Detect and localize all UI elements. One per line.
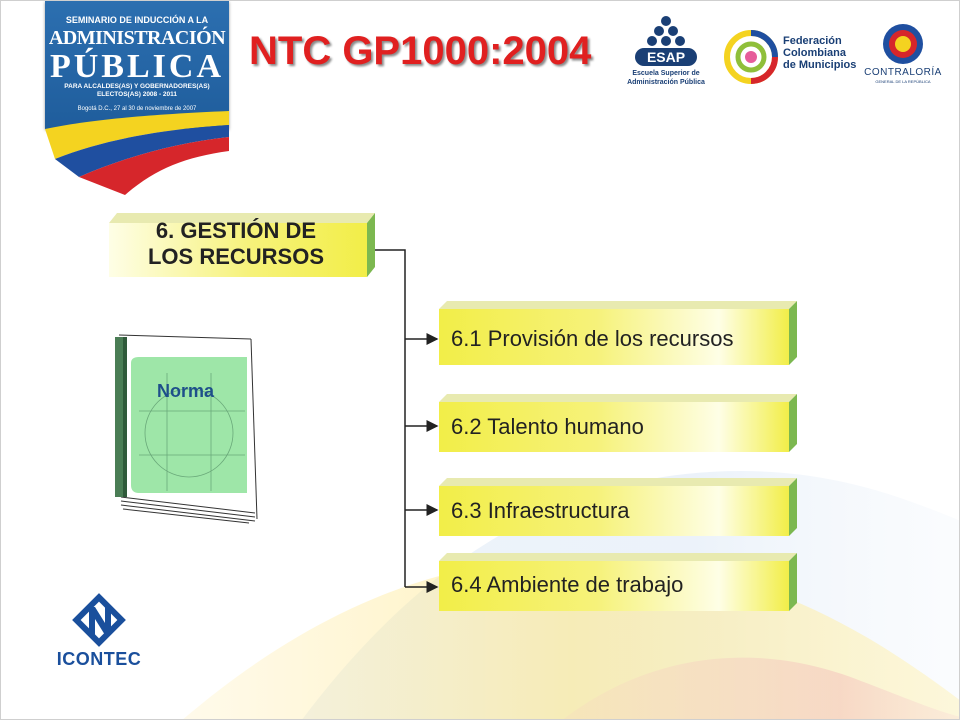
icontec-logo bbox=[51, 593, 147, 671]
slide-title: NTC GP1000:2004 bbox=[249, 29, 592, 73]
seminar-line3: PÚBLICA bbox=[49, 48, 225, 85]
child-box-4-label: 6.4 Ambiente de trabajo bbox=[451, 572, 684, 597]
icontec-name: ICONTEC bbox=[56, 649, 142, 669]
colombia-flag-ribbon bbox=[45, 111, 229, 199]
seminar-line2: ADMINISTRACIÓN bbox=[48, 27, 226, 49]
root-label-line1: 6. GESTIÓN DE bbox=[155, 218, 317, 243]
child-box-3-label: 6.3 Infraestructura bbox=[451, 498, 630, 523]
seminar-line4: PARA ALCALDES(AS) Y GOBERNADORES(AS) ELECTOS(AS) 2008 - 2011 bbox=[64, 83, 210, 98]
seminar-line5: Bogotá D.C., 27 al 30 de noviembre de 2007 bbox=[77, 106, 197, 112]
esap-emblem-icon bbox=[617, 15, 715, 71]
contraloria-emblem-icon bbox=[853, 21, 953, 67]
fcm-logo bbox=[723, 29, 857, 89]
root-label-line2: LOS RECURSOS bbox=[147, 244, 325, 269]
fcm-wordmark bbox=[783, 35, 856, 71]
fcm-emblem-icon bbox=[723, 29, 779, 85]
root-box-label bbox=[109, 218, 363, 270]
contraloria-logo bbox=[853, 21, 953, 91]
seminar-line1: SEMINARIO DE INDUCCIÓN A LA bbox=[65, 15, 209, 25]
seminar-banner bbox=[45, 1, 229, 129]
contraloria-sub: GENERAL DE LA REPÚBLICA bbox=[875, 79, 931, 84]
contraloria-name: CONTRALORÍA bbox=[864, 67, 942, 78]
norma-label: Norma bbox=[157, 381, 215, 401]
esap-line1: Escuela Superior de bbox=[632, 70, 700, 77]
child-box-2 bbox=[439, 394, 797, 452]
norma-document-icon bbox=[109, 333, 259, 525]
child-box-2-label: 6.2 Talento humano bbox=[451, 414, 644, 439]
fcm-line3: de Municipios bbox=[783, 59, 857, 71]
fcm-line1: Federación bbox=[783, 35, 842, 47]
svg-text:ESAP: ESAP bbox=[646, 49, 686, 65]
child-box-1-label: 6.1 Provisión de los recursos bbox=[451, 326, 734, 351]
fcm-line2: Colombiana bbox=[783, 47, 846, 59]
esap-line2: Administración Pública bbox=[627, 79, 705, 86]
child-box-3 bbox=[439, 478, 797, 536]
child-box-1 bbox=[439, 301, 797, 365]
esap-logo bbox=[617, 15, 715, 95]
seminar-logo bbox=[45, 1, 229, 199]
child-box-4 bbox=[439, 553, 797, 611]
icontec-emblem-icon bbox=[51, 593, 147, 649]
